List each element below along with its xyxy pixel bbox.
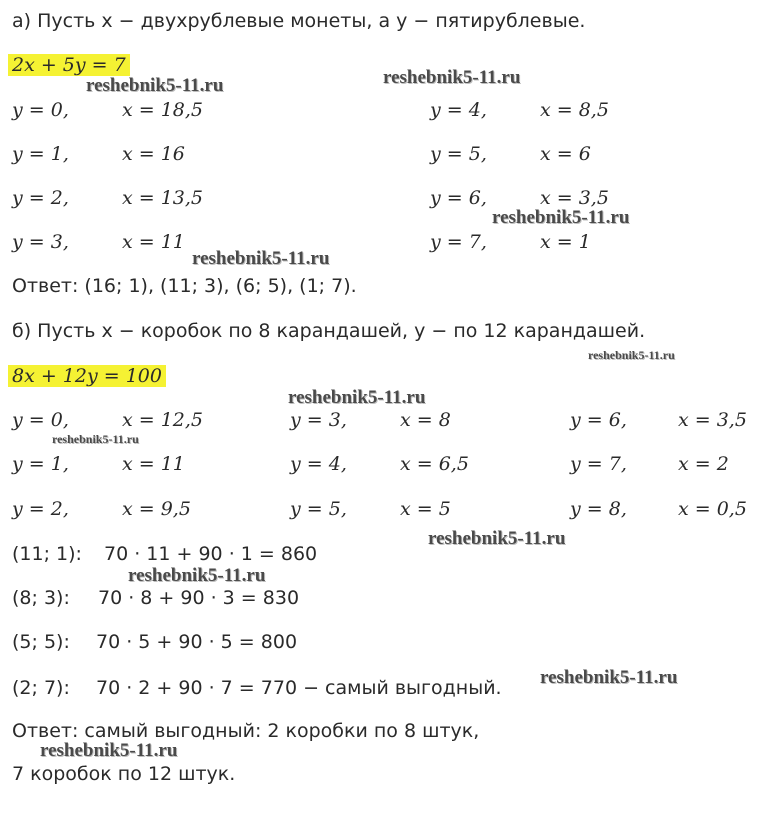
part-b-equation: 8x + 12y = 100 [8,364,166,388]
watermark: reshebnik5-11.ru [288,387,426,408]
part-a-answer: Ответ: (16; 1), (11; 3), (6; 5), (1; 7). [12,275,357,297]
part-a-row-y: y = 2, [12,187,69,209]
part-a-row-x: x = 16 [122,143,185,165]
part-b-row-y: y = 2, [12,498,69,520]
part-a-row-x: x = 1 [540,231,591,253]
part-b-answer-line2: 7 коробок по 12 штук. [12,763,236,785]
cost-calc: 70 · 8 + 90 · 3 = 830 [98,587,300,609]
part-b-row-x: x = 5 [400,498,451,520]
part-b-row-x: x = 3,5 [678,409,747,431]
part-b-row-y: y = 3, [290,409,347,431]
part-b-row-x: x = 12,5 [122,409,204,431]
part-a-row-x: x = 13,5 [122,187,204,209]
watermark: reshebnik5-11.ru [40,740,178,761]
part-b-row-x: x = 0,5 [678,498,747,520]
watermark: reshebnik5-11.ru [492,207,630,228]
watermark: reshebnik5-11.ru [52,432,139,446]
watermark: reshebnik5-11.ru [383,67,521,88]
watermark: reshebnik5-11.ru [588,348,675,362]
part-b-row-y: y = 1, [12,453,69,475]
part-b-row-x: x = 8 [400,409,451,431]
cost-pair: (8; 3): [12,587,70,609]
part-a-intro: а) Пусть x − двухрублевые монеты, а y − пятирублевые. [12,10,586,32]
part-a-row-x: x = 18,5 [122,99,204,121]
part-b-row-x: x = 2 [678,453,729,475]
watermark: reshebnik5-11.ru [540,667,678,688]
part-a-row-y: y = 3, [12,231,69,253]
cost-pair: (2; 7): [12,677,70,699]
part-a-row-y: y = 7, [430,231,487,253]
part-a-row-x: x = 6 [540,143,591,165]
cost-pair: (11; 1): [12,543,82,565]
part-a-row-y: y = 5, [430,143,487,165]
part-a-row-y: y = 1, [12,143,69,165]
watermark: reshebnik5-11.ru [86,75,224,96]
cost-calc: 70 · 2 + 90 · 7 = 770 − самый выгодный. [96,677,502,699]
part-b-row-x: x = 6,5 [400,453,469,475]
cost-pair: (5; 5): [12,631,70,653]
part-a-row-x: x = 11 [122,231,185,253]
part-a-row-x: x = 8,5 [540,99,609,121]
part-b-row-x: x = 11 [122,453,185,475]
part-a-row-y: y = 6, [430,187,487,209]
cost-calc: 70 · 11 + 90 · 1 = 860 [104,543,318,565]
watermark: reshebnik5-11.ru [128,565,266,586]
part-a-row-y: y = 0, [12,99,69,121]
part-b-row-x: x = 9,5 [122,498,191,520]
part-a-row-x: x = 3,5 [540,187,609,209]
part-b-row-y: y = 7, [570,453,627,475]
part-a-equation: 2x + 5y = 7 [8,53,130,77]
part-b-row-y: y = 6, [570,409,627,431]
part-a-row-y: y = 4, [430,99,487,121]
part-b-row-y: y = 5, [290,498,347,520]
part-b-row-y: y = 0, [12,409,69,431]
part-b-intro: б) Пусть x − коробок по 8 карандашей, y − по 12 карандашей. [12,320,646,342]
watermark: reshebnik5-11.ru [192,248,330,269]
cost-calc: 70 · 5 + 90 · 5 = 800 [96,631,298,653]
watermark: reshebnik5-11.ru [428,528,566,549]
part-b-row-y: y = 8, [570,498,627,520]
part-b-answer-line1: Ответ: самый выгодный: 2 коробки по 8 штук, [12,720,480,742]
part-b-row-y: y = 4, [290,453,347,475]
